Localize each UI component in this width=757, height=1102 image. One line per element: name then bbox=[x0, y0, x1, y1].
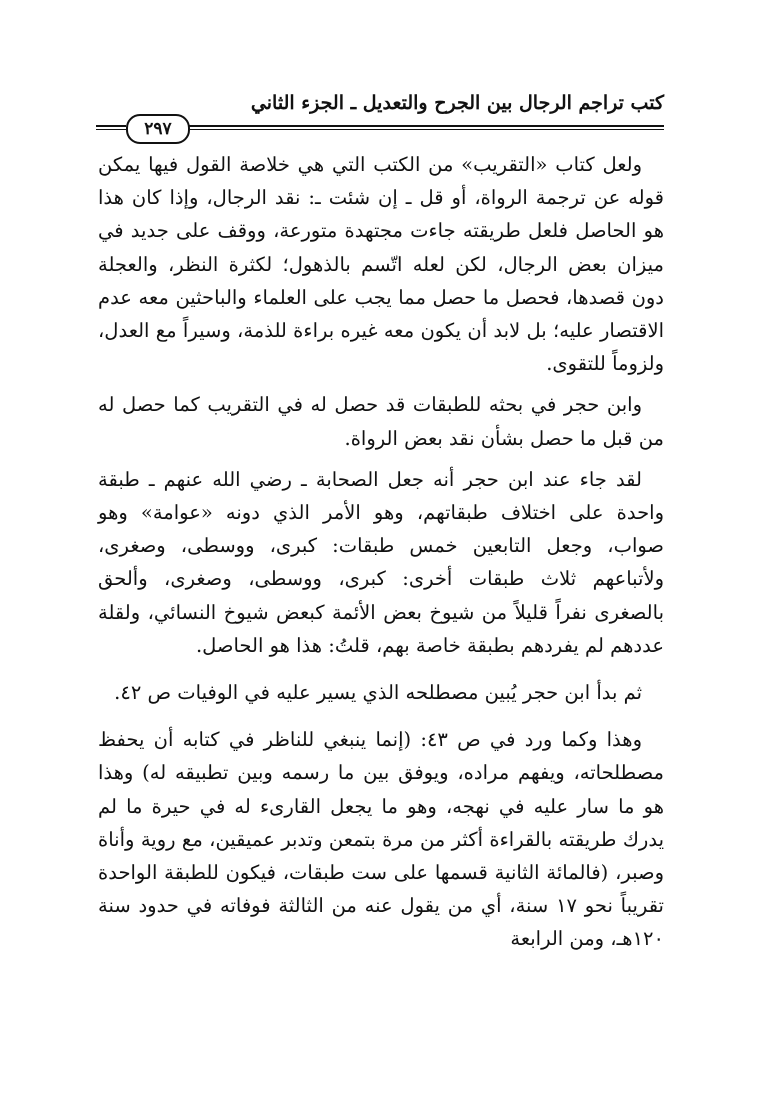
header-rule-thin bbox=[174, 129, 664, 130]
header-rule-left-thin bbox=[96, 129, 126, 130]
paragraph: لقد جاء عند ابن حجر أنه جعل الصحابة ـ رضي الله عنهم ـ طبقة واحدة على اختلاف طبقاتهم، وهو الأمر الذي دونه «عوامة» وهو صواب، وجعل التابعين خمس طبقات: كبرى، ووسطى، وصغرى، ولأتباعهم ثلاث طبقات أخرى: كبرى، ووسطى، وصغرى، وألحق بالصغرى نفراً قليلاً من شيوخ بعض الأئمة كبعض شيوخ النسائي، ولقلة عددهم لم يفردهم بطبقة خاصة بهم، قلتُ: هذا هو الحاصل. bbox=[98, 467, 664, 657]
paragraph: وهذا وكما ورد في ص ٤٣: (إنما ينبغي للناظر في كتابه أن يحفظ مصطلحاته، ويفهم مراده، ويوفق بين ما رسمه وبين تطبيقه له) وهذا هو ما سار عليه في نهجه، وهو ما يجعل القارىء له في حيرة ما لم يدرك طريقته بالقراءة أكثر من مرة بتمعن وتدبر عميقين، مع روية وأناة وصبر، (فالمائة الثانية قسمها على ست طبقات، فيكون للطبقة الواحدة تقريباً نحو ١٧ سنة، أي من يقول عنه من الثالثة فوفاته في حدود سنة ١٢٠هـ، ومن الرابعة bbox=[98, 728, 664, 951]
header-rule bbox=[174, 125, 664, 127]
paragraph: ولعل كتاب «التقريب» من الكتب التي هي خلاصة القول فيها يمكن قوله عن ترجمة الرواة، أو قل ـ إن شئت ـ: نقد الرجال، وإذا كان هذا هو الحاصل فلعل طريقته جاءت مجتهدة متورعة، ووقف على جديد في ميزان بعض الرجال، لكن لعله اتّسم بالذهول؛ لكثرة النظر، والعجلة دون قصدها، فحصل ما حصل مما يجب على العلماء والباحثين معه عدم الاقتصار عليه؛ بل لابد أن يكون معه غيره براءة للذمة، وسيراً مع العدل، ولزوماً للتقوى. bbox=[98, 153, 664, 376]
paragraph: ثم بدأ ابن حجر يُبين مصطلحه الذي يسير عليه في الوفيات ص ٤٢. bbox=[114, 681, 642, 705]
paragraph: وابن حجر في بحثه للطبقات قد حصل له في التقريب كما حصل له من قبل ما حصل بشأن نقد بعض الرواة. bbox=[98, 393, 664, 450]
page-number-badge: ٢٩٧ bbox=[126, 114, 190, 144]
running-header-title: كتب تراجم الرجال بين الجرح والتعديل ـ الجزء الثاني bbox=[250, 92, 664, 114]
header-rule-left bbox=[96, 125, 126, 127]
body-text bbox=[98, 148, 664, 956]
running-header bbox=[96, 92, 664, 139]
